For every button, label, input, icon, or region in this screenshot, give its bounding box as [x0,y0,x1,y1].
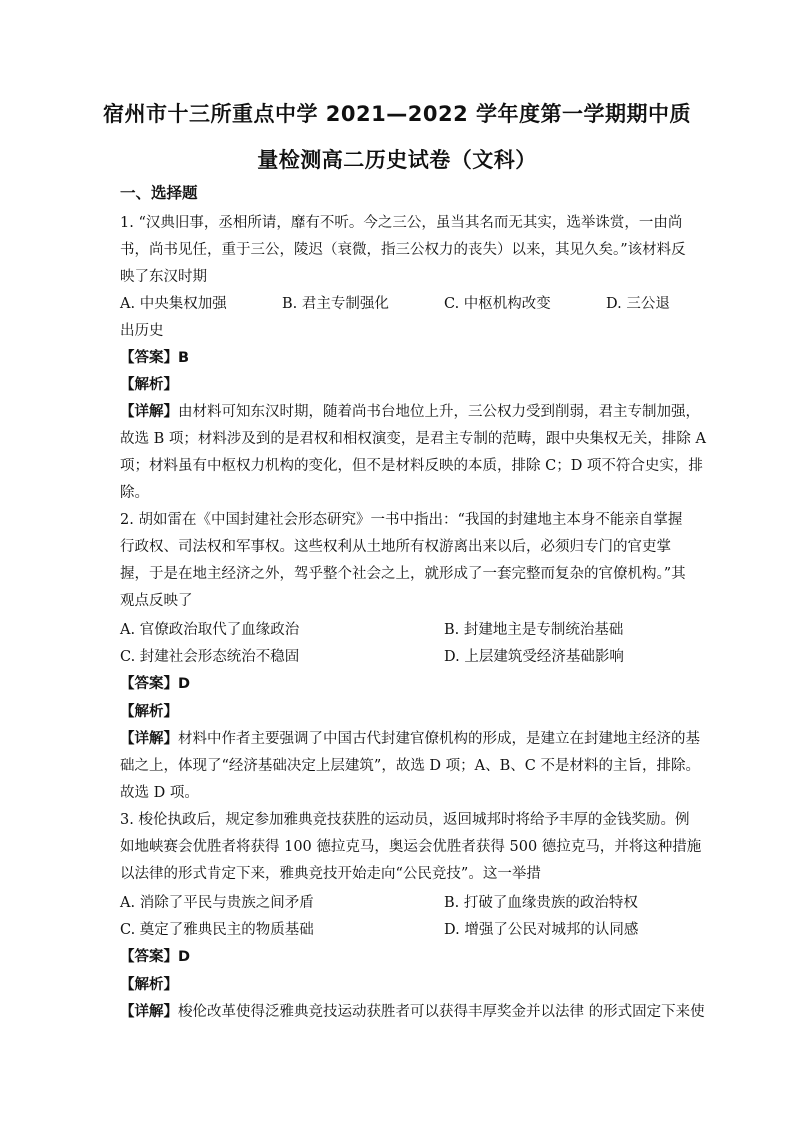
q2-stem-line: 观点反映了 [120,593,193,609]
document-title-line-2: 量检测高二历史试卷（文科） [257,148,537,172]
q1-option-d: D. 三公退 [606,296,670,312]
q2-detail-line: 【详解】材料中作者主要强调了中国古代封建官僚机构的形成，是建立在封建地主经济的基 [120,731,700,747]
q1-option-c: C. 中枢机构改变 [444,296,551,312]
document-title-line-1: 宿州市十三所重点中学 2021—2022 学年度第一学期期中质 [102,102,691,126]
q1-detail-line: 项；材料虽有中枢权力机构的变化，但不是材料反映的本质，排除 C；D 项不符合史实，排 [120,458,703,474]
q3-option-d: D. 增强了公民对城邦的认同感 [444,922,639,938]
q2-answer: 【答案】D [120,676,191,692]
q2-stem-line: 2. 胡如雷在《中国封建社会形态研究》一书中指出：“我国的封建地主本身不能亲自掌握 [120,512,683,528]
q1-analysis-label: 【解析】 [120,377,178,393]
q3-stem-line: 如地峡赛会优胜者将获得 100 德拉克马，奥运会优胜者获得 500 德拉克马，并将这种措施 [120,839,702,855]
q2-option-b: B. 封建地主是专制统治基础 [444,622,624,638]
q1-detail-line: 【详解】由材料可知东汉时期，随着尚书台地位上升，三公权力受到削弱，君主专制加强， [120,404,700,420]
section-heading: 一、选择题 [120,184,198,202]
q3-stem-line: 以法律的形式肯定下来，雅典竞技开始走向“公民竞技”。这一举措 [120,866,541,882]
q1-stem-line: 1. “汉典旧事，丞相所请，靡有不听。今之三公，虽当其名而无其实，选举诛赏，一由尚 [120,215,683,231]
q2-option-c: C. 封建社会形态统治不稳固 [120,649,300,665]
q1-option-d-wrap: 出历史 [120,323,164,339]
q2-detail-line: 故选 D 项。 [120,785,199,801]
q3-analysis-label: 【解析】 [120,977,178,993]
q2-option-d: D. 上层建筑受经济基础影响 [444,649,624,665]
q2-detail-line: 础之上，体现了“经济基础决定上层建筑”，故选 D 项；A、B、C 不是材料的主旨，排除。 [120,758,700,774]
detail-tag: 【详解】 [120,1004,178,1020]
q1-detail-line: 除。 [120,485,149,501]
q1-stem-line: 书，尚书见任，重于三公，陵迟（衰微，指三公权力的丧失）以来，其见久矣。”该材料反 [120,242,686,258]
detail-tag: 【详解】 [120,404,178,420]
q3-option-b: B. 打破了血缘贵族的政治特权 [444,895,638,911]
q3-stem-line: 3. 梭伦执政后，规定参加雅典竞技获胜的运动员，返回城邦时将给予丰厚的金钱奖励。例 [120,812,690,828]
q2-analysis-label: 【解析】 [120,704,178,720]
q1-option-a: A. 中央集权加强 [120,296,227,312]
q3-option-c: C. 奠定了雅典民主的物质基础 [120,922,314,938]
q1-stem-line: 映了东汉时期 [120,269,207,285]
q2-stem-line: 行政权、司法权和军事权。这些权利从土地所有权游离出来以后，必须归专门的官吏掌 [120,539,671,555]
q3-option-a: A. 消除了平民与贵族之间矛盾 [120,895,314,911]
q2-stem-line: 握，于是在地主经济之外，驾乎整个社会之上，就形成了一套完整而复杂的官僚机构。”其 [120,566,686,582]
q1-answer: 【答案】B [120,350,190,366]
q2-option-a: A. 官僚政治取代了血缘政治 [120,622,300,638]
detail-tag: 【详解】 [120,731,178,747]
q1-option-b: B. 君主专制强化 [282,296,389,312]
q3-detail-line: 【详解】梭伦改革使得泛雅典竞技运动获胜者可以获得丰厚奖金并以法律 的形式固定下来使 [120,1004,705,1020]
q1-detail-line: 故选 B 项；材料涉及到的是君权和相权演变，是君主专制的范畴，跟中央集权无关，排除 A [120,431,706,447]
q3-answer: 【答案】D [120,949,191,965]
